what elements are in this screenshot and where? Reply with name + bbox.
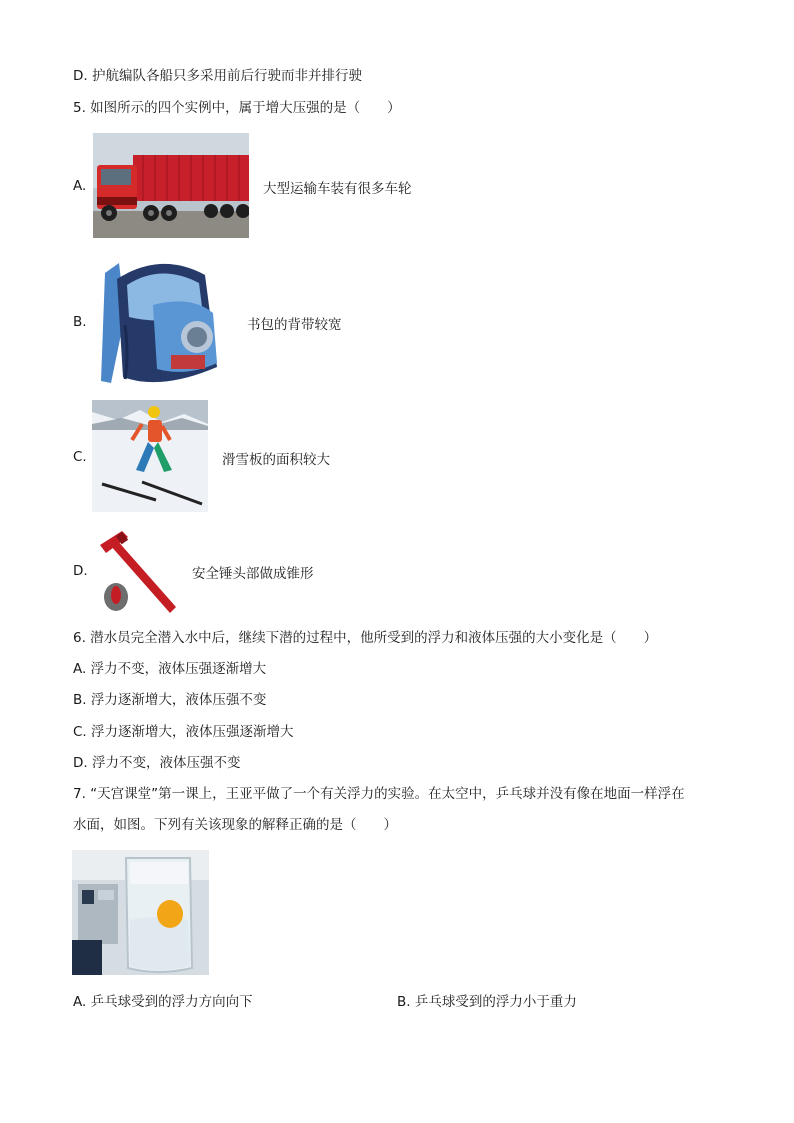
q5-option-b-text: 书包的背带较宽 [247, 317, 342, 333]
q5-option-b-letter: B. [73, 314, 87, 330]
q7-stem-line1: 7. “天宫课堂”第一课上，王亚平做了一个有关浮力的实验。在太空中，乒乓球并没有像在地面一样浮在 [73, 786, 685, 802]
q5-option-c-text: 滑雪板的面积较大 [222, 452, 330, 468]
skier-image [92, 400, 208, 512]
q4-option-d: D. 护航编队各船只多采用前后行驶而非并排行驶 [73, 68, 362, 84]
truck-image [93, 133, 249, 238]
q7-option-a: A. 乒乓球受到的浮力方向向下 [73, 994, 253, 1010]
q5-option-a-text: 大型运输车装有很多车轮 [263, 181, 412, 197]
backpack-image [95, 255, 227, 387]
q6-option-d: D. 浮力不变，液体压强不变 [73, 755, 241, 771]
q5-stem: 5. 如图所示的四个实例中，属于增大压强的是（ ） [73, 100, 401, 116]
q5-option-a-letter: A. [73, 178, 87, 194]
q7-stem-line2: 水面，如图。下列有关该现象的解释正确的是（ ） [73, 817, 397, 833]
q5-option-c-letter: C. [73, 449, 87, 465]
q7-option-b: B. 乒乓球受到的浮力小于重力 [397, 994, 577, 1010]
q6-stem: 6. 潜水员完全潜入水中后，继续下潜的过程中，他所受到的浮力和液体压强的大小变化是（ ） [73, 630, 658, 646]
q5-option-d-letter: D. [73, 563, 88, 579]
space-pingpong-image [72, 850, 209, 975]
q6-option-c: C. 浮力逐渐增大，液体压强逐渐增大 [73, 724, 294, 740]
q6-option-b: B. 浮力逐渐增大，液体压强不变 [73, 692, 267, 708]
q5-option-d-text: 安全锤头部做成锥形 [192, 566, 314, 582]
safety-hammer-image [96, 525, 180, 615]
q6-option-a: A. 浮力不变，液体压强逐渐增大 [73, 661, 267, 677]
